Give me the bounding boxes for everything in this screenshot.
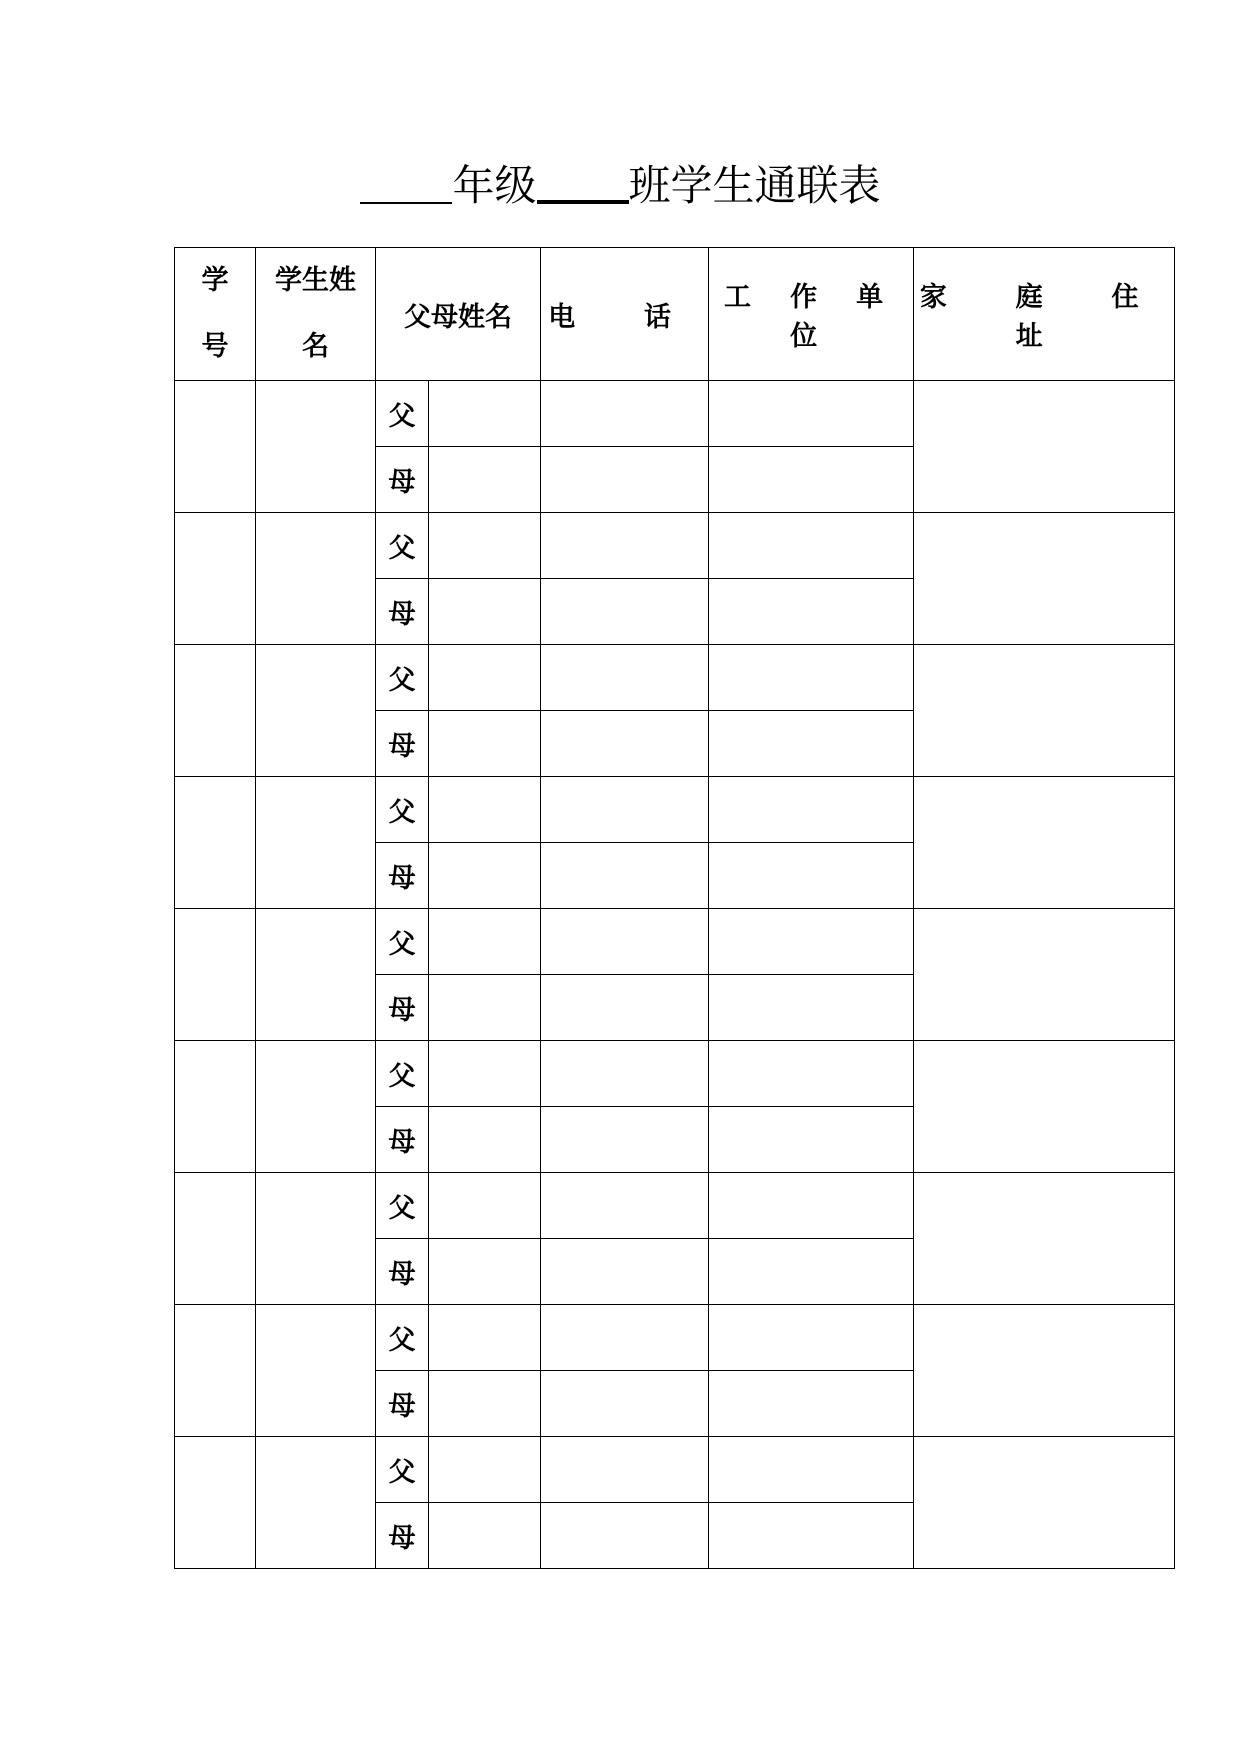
- father-workplace-cell[interactable]: [709, 1041, 914, 1107]
- grade-suffix: 年级: [452, 161, 537, 210]
- student-name-cell[interactable]: [256, 909, 376, 1041]
- mother-label: 母: [376, 1239, 429, 1305]
- mother-phone-cell[interactable]: [541, 1107, 709, 1173]
- mother-workplace-cell[interactable]: [709, 1107, 914, 1173]
- mother-label: 母: [376, 975, 429, 1041]
- mother-workplace-cell[interactable]: [709, 579, 914, 645]
- mother-phone-cell[interactable]: [541, 843, 709, 909]
- mother-workplace-cell[interactable]: [709, 1239, 914, 1305]
- father-name-cell[interactable]: [429, 645, 541, 711]
- mother-phone-cell[interactable]: [541, 447, 709, 513]
- address-cell[interactable]: [914, 777, 1175, 909]
- header-student-no: [175, 248, 256, 381]
- mother-name-cell[interactable]: [429, 843, 541, 909]
- student-name-cell[interactable]: [256, 1305, 376, 1437]
- address-cell[interactable]: [914, 381, 1175, 513]
- mother-label: 母: [376, 711, 429, 777]
- mother-workplace-cell[interactable]: [709, 1371, 914, 1437]
- father-workplace-cell[interactable]: [709, 909, 914, 975]
- mother-name-cell[interactable]: [429, 447, 541, 513]
- student-row-father: [175, 645, 1175, 711]
- father-name-cell[interactable]: [429, 777, 541, 843]
- father-name-cell[interactable]: [429, 1041, 541, 1107]
- father-phone-cell[interactable]: [541, 909, 709, 975]
- student-row-father: [175, 1041, 1175, 1107]
- student-row-father: [175, 1437, 1175, 1503]
- father-name-cell[interactable]: [429, 1173, 541, 1239]
- father-workplace-cell[interactable]: [709, 777, 914, 843]
- mother-label: 母: [376, 1107, 429, 1173]
- mother-name-cell[interactable]: [429, 711, 541, 777]
- father-name-cell[interactable]: [429, 381, 541, 447]
- father-phone-cell[interactable]: [541, 381, 709, 447]
- father-label: 父: [376, 909, 429, 975]
- mother-label: 母: [376, 843, 429, 909]
- father-name-cell[interactable]: [429, 1437, 541, 1503]
- father-workplace-cell[interactable]: [709, 1437, 914, 1503]
- mother-label: 母: [376, 579, 429, 645]
- student-name-cell[interactable]: [256, 513, 376, 645]
- header-workplace: 工 作 单 位: [709, 248, 914, 381]
- address-cell[interactable]: [914, 513, 1175, 645]
- father-label: 父: [376, 381, 429, 447]
- class-suffix: 班学生通联表: [628, 161, 881, 210]
- mother-name-cell[interactable]: [429, 1371, 541, 1437]
- mother-label: 母: [376, 1371, 429, 1437]
- father-label: 父: [376, 1437, 429, 1503]
- father-label: 父: [376, 513, 429, 579]
- student-row-father: [175, 777, 1175, 843]
- header-student-no-line1: 学: [201, 265, 229, 296]
- mother-phone-cell[interactable]: [541, 975, 709, 1041]
- father-phone-cell[interactable]: [541, 1305, 709, 1371]
- header-student-name-line1: 学生姓: [275, 265, 356, 296]
- student-name-cell[interactable]: [256, 645, 376, 777]
- header-student-no-line2: 号: [201, 331, 229, 362]
- father-phone-cell[interactable]: [541, 777, 709, 843]
- father-phone-cell[interactable]: [541, 1041, 709, 1107]
- class-blank[interactable]: [537, 156, 629, 204]
- student-name-cell[interactable]: [256, 777, 376, 909]
- address-cell[interactable]: [914, 1437, 1175, 1569]
- student-no-cell[interactable]: [175, 1437, 256, 1569]
- page-title: [0, 152, 1241, 212]
- student-name-cell[interactable]: [256, 381, 376, 513]
- mother-label: 母: [376, 1503, 429, 1569]
- father-label: 父: [376, 777, 429, 843]
- mother-name-cell[interactable]: [429, 1107, 541, 1173]
- contact-table: [174, 247, 1175, 1569]
- student-no-cell[interactable]: [175, 645, 256, 777]
- address-cell[interactable]: [914, 1041, 1175, 1173]
- mother-phone-cell[interactable]: [541, 1371, 709, 1437]
- student-no-cell[interactable]: [175, 1173, 256, 1305]
- header-phone: 电 话: [541, 248, 709, 381]
- header-student-name: [256, 248, 376, 381]
- mother-workplace-cell[interactable]: [709, 975, 914, 1041]
- student-no-cell[interactable]: [175, 381, 256, 513]
- mother-phone-cell[interactable]: [541, 579, 709, 645]
- father-phone-cell[interactable]: [541, 645, 709, 711]
- mother-name-cell[interactable]: [429, 579, 541, 645]
- student-name-cell[interactable]: [256, 1437, 376, 1569]
- father-workplace-cell[interactable]: [709, 1173, 914, 1239]
- mother-workplace-cell[interactable]: [709, 447, 914, 513]
- address-cell[interactable]: [914, 1305, 1175, 1437]
- mother-workplace-cell[interactable]: [709, 843, 914, 909]
- student-name-cell[interactable]: [256, 1041, 376, 1173]
- student-name-cell[interactable]: [256, 1173, 376, 1305]
- grade-blank[interactable]: [360, 158, 452, 204]
- father-label: 父: [376, 1041, 429, 1107]
- father-phone-cell[interactable]: [541, 1437, 709, 1503]
- mother-workplace-cell[interactable]: [709, 1503, 914, 1569]
- mother-phone-cell[interactable]: [541, 1503, 709, 1569]
- mother-name-cell[interactable]: [429, 975, 541, 1041]
- student-row-father: [175, 1305, 1175, 1371]
- header-student-name-line2: 名: [302, 331, 329, 362]
- father-workplace-cell[interactable]: [709, 645, 914, 711]
- student-no-cell[interactable]: [175, 909, 256, 1041]
- student-row-father: [175, 513, 1175, 579]
- mother-workplace-cell[interactable]: [709, 711, 914, 777]
- mother-phone-cell[interactable]: [541, 711, 709, 777]
- father-name-cell[interactable]: [429, 1305, 541, 1371]
- father-phone-cell[interactable]: [541, 513, 709, 579]
- father-label: 父: [376, 1305, 429, 1371]
- mother-label: 母: [376, 447, 429, 513]
- student-row-father: [175, 909, 1175, 975]
- student-no-cell[interactable]: [175, 777, 256, 909]
- father-name-cell[interactable]: [429, 513, 541, 579]
- student-no-cell[interactable]: [175, 1041, 256, 1173]
- mother-phone-cell[interactable]: [541, 1239, 709, 1305]
- father-label: 父: [376, 1173, 429, 1239]
- address-cell[interactable]: [914, 1173, 1175, 1305]
- mother-name-cell[interactable]: [429, 1503, 541, 1569]
- address-cell[interactable]: [914, 909, 1175, 1041]
- student-no-cell[interactable]: [175, 513, 256, 645]
- father-workplace-cell[interactable]: [709, 1305, 914, 1371]
- father-phone-cell[interactable]: [541, 1173, 709, 1239]
- father-workplace-cell[interactable]: [709, 381, 914, 447]
- header-row: [175, 248, 1175, 381]
- address-cell[interactable]: [914, 645, 1175, 777]
- student-row-father: [175, 381, 1175, 447]
- student-no-cell[interactable]: [175, 1305, 256, 1437]
- father-label: 父: [376, 645, 429, 711]
- student-row-father: [175, 1173, 1175, 1239]
- father-name-cell[interactable]: [429, 909, 541, 975]
- header-parent-name: 父母姓名: [376, 248, 541, 381]
- mother-name-cell[interactable]: [429, 1239, 541, 1305]
- father-workplace-cell[interactable]: [709, 513, 914, 579]
- header-address: 家 庭 住 址: [914, 248, 1175, 381]
